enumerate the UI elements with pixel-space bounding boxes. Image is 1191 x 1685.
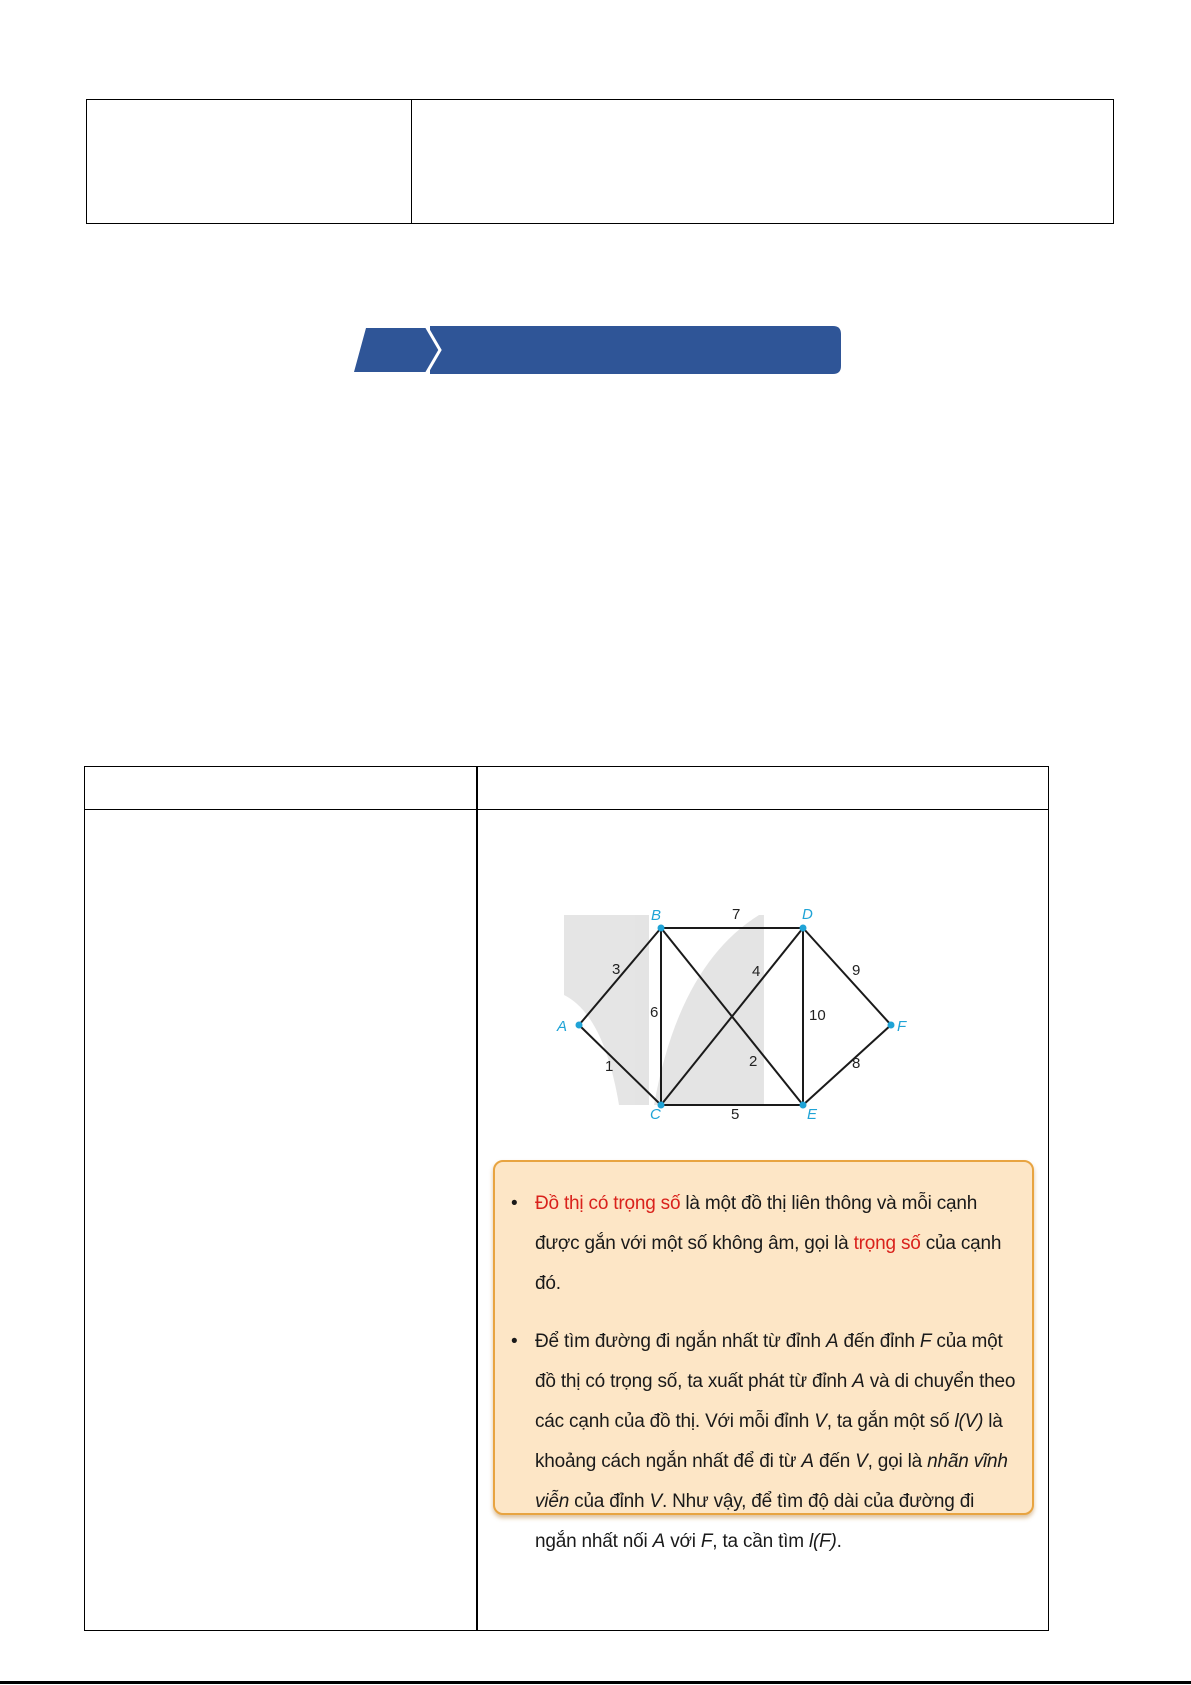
note-text: , ta cần tìm: [712, 1531, 809, 1552]
math-var: V: [814, 1411, 827, 1432]
graph-vertex-F: [888, 1022, 895, 1029]
bullet-icon: •: [511, 1193, 518, 1214]
vertex-label-F: F: [897, 1018, 907, 1035]
math-var: V: [649, 1491, 662, 1512]
graph-edge-EF: [803, 1025, 891, 1105]
note-text: , gọi là: [867, 1451, 928, 1472]
note-text: .: [836, 1531, 842, 1552]
math-var: A: [801, 1451, 814, 1472]
vertex-label-C: C: [650, 1106, 661, 1123]
note-text: đến: [813, 1451, 856, 1472]
term-weighted-graph: Đồ thị có trọng số: [535, 1193, 681, 1214]
graph-vertex-B: [658, 925, 665, 932]
math-var: F: [700, 1531, 713, 1552]
vertex-label-E: E: [807, 1106, 818, 1123]
section-banner: [352, 324, 843, 376]
note-text: và di chuyển theo các cạnh của đồ thị. Với mỗi đỉnh: [535, 1371, 1016, 1432]
edge-weight-label-CD: 4: [752, 963, 761, 980]
note-text: đến đỉnh: [838, 1331, 920, 1352]
note-text: của một đồ thị có trọng số, ta xuất phát từ đỉnh: [535, 1331, 1003, 1392]
top-table-right-cell: [412, 100, 1113, 223]
vertex-label-D: D: [802, 906, 813, 923]
note-text: , ta gắn một số: [826, 1411, 955, 1432]
top-table: [86, 99, 1114, 224]
edge-weight-label-BE: 2: [749, 1053, 758, 1070]
math-var: l(F): [808, 1531, 837, 1552]
edge-weight-label-DF: 9: [852, 962, 861, 979]
graph-vertex-A: [576, 1022, 583, 1029]
note-item-weighted-graph: [509, 1184, 1018, 1304]
graph-vertex-D: [800, 925, 807, 932]
page-bottom-rule: [0, 1681, 1191, 1684]
edge-weight-label-BC: 6: [650, 1004, 659, 1021]
math-term: nhãn vĩnh viễn: [535, 1451, 1008, 1512]
weighted-graph-figure: [559, 905, 921, 1123]
activity-table-header-row: [85, 767, 1048, 810]
note-text: của đỉnh: [569, 1491, 650, 1512]
vertex-label-B: B: [651, 907, 662, 924]
term-weight: trọng số: [853, 1233, 921, 1254]
note-text: của cạnh đó.: [535, 1233, 1002, 1294]
math-var: A: [852, 1371, 865, 1392]
banner-bar: [430, 326, 841, 374]
edge-weight-label-DE: 10: [809, 1007, 826, 1024]
math-var: V: [855, 1451, 868, 1472]
watermark-logo: [564, 915, 764, 1105]
vertex-label-A: A: [557, 1018, 568, 1035]
note-text: với: [665, 1531, 701, 1552]
edge-weight-label-EF: 8: [852, 1055, 861, 1072]
note-text: là một đồ thị liên thông và mỗi cạnh được gắn với một số không âm, gọi là: [535, 1193, 978, 1254]
edge-weight-label-AB: 3: [612, 961, 621, 978]
note-item-shortest-path: [509, 1322, 1018, 1562]
weighted-graph-svg: [559, 905, 921, 1123]
definition-note-box: [493, 1160, 1034, 1552]
graph-vertex-E: [800, 1102, 807, 1109]
note-text: là khoảng cách ngắn nhất để đi từ: [535, 1411, 1003, 1472]
note-text: Để tìm đường đi ngắn nhất từ đỉnh: [535, 1331, 826, 1352]
math-var: F: [919, 1331, 932, 1352]
bullet-icon: •: [511, 1331, 518, 1352]
math-var: A: [825, 1331, 839, 1352]
math-var: A: [652, 1531, 666, 1552]
note-text: . Như vậy, để tìm độ dài của đường đi ngắn nhất nối: [535, 1491, 975, 1552]
top-table-left-cell: [87, 100, 412, 223]
activity-table-column-divider: [476, 767, 478, 1630]
edge-weight-label-CE: 5: [731, 1106, 740, 1123]
math-var: l(V): [954, 1411, 984, 1432]
edge-weight-label-BD: 7: [732, 906, 741, 923]
banner-tab: [354, 328, 438, 372]
edge-weight-label-AC: 1: [605, 1058, 614, 1075]
